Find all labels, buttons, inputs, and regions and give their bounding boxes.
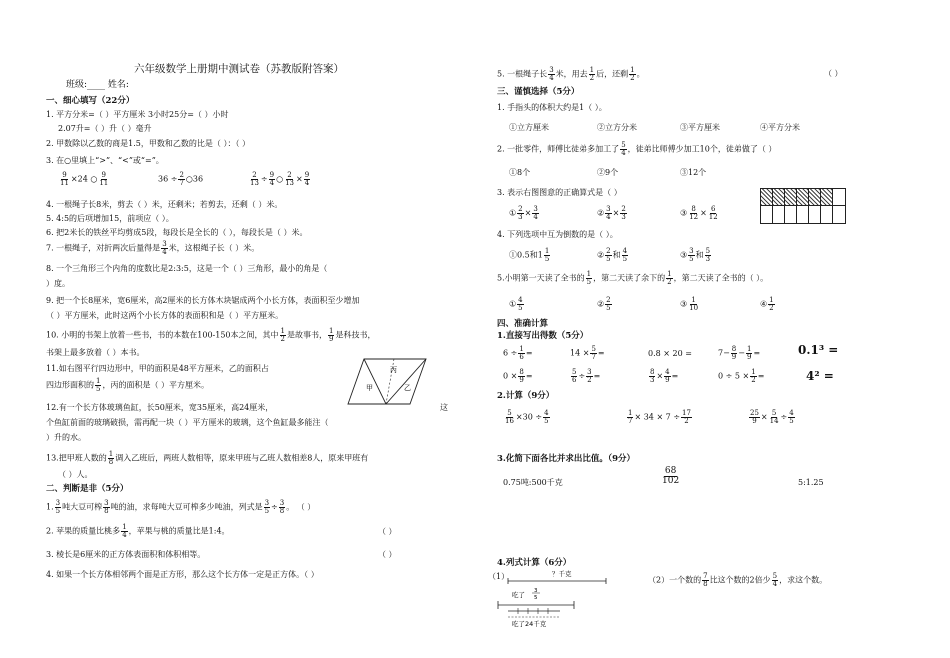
line-segment-diagram — [494, 567, 614, 629]
parallelogram-figure — [346, 356, 428, 408]
calc1-r2-2: $\frac{5}{6}$ ÷ $\frac{3}{2}$ = — [572, 368, 601, 384]
s1-q2: 2. 甲数除以乙数的商是1.5，甲数和乙数的比是（ ）：（ ） — [46, 139, 250, 148]
calc2-item-3: $\frac{25}{9}$ × $\frac{5}{14}$ ÷ $\frac{4}{5}$ — [750, 409, 794, 425]
s1-q10a: 10. 小明的书架上放着一些书，书的本数在100-150本之间，其中 $\frac{1}{2}$ 是故事书， $\frac{1}{9}$ 是科技书， — [46, 327, 376, 343]
fig-label-bing: 丙 — [390, 366, 397, 374]
section-1-heading: 一、细心填写（22分） — [46, 96, 135, 106]
s2-q4: 4. 如果一个长方体相邻两个面是正方形，那么这个长方体一定是正方体。（ ） — [46, 570, 319, 579]
s1-q12c: ）升的水。 — [46, 433, 86, 442]
svg-text:5: 5 — [534, 595, 538, 601]
s1-q8a: 8. 一个三角形三个内角的度数比是2:3:5，这是一个（ ）三角形，最小的角是（ — [46, 264, 328, 273]
s1-q3: 3. 在○里填上“>”、“<”或“=”。 — [46, 156, 164, 165]
s2-q2-bracket: （ ） — [378, 527, 397, 536]
s3-q3-opt3: ③ $\frac{8}{12}$ × $\frac{6}{12}$ — [680, 205, 718, 221]
s3-q3-opt2: ② $\frac{3}{4}$ × $\frac{2}{3}$ — [597, 205, 626, 221]
s1-q6: 6. 把2米长的铁丝平均剪成5段，每段长是全长的（ ），每段长是（ ）米。 — [46, 228, 308, 237]
s1-q13b: （ ）人。 — [58, 470, 93, 479]
s3-q2: 2. 一批零件，师傅比徒弟多加工了 $\frac{5}{4}$ ，徒弟比师傅少加工10个，徒弟做了（ ） — [497, 141, 777, 157]
fig-label-jia: 甲 — [366, 384, 373, 392]
s1-q11a: 11.如右图平行四边形中，甲的面积是48平方厘米，乙的面积占 — [46, 364, 269, 373]
calc1-r1-5: 0.1³ = — [798, 343, 839, 357]
s1-q11b: 四边形面积的 $\frac{1}{5}$ ，丙的面积是（ ）平方厘米。 — [46, 377, 210, 393]
calc1-r2-5: 4² = — [806, 369, 834, 383]
s1-q12a-end: 这 — [440, 403, 448, 412]
s2-q2: 2. 苹果的质量比桃多 $\frac{1}{4}$ ，苹果与桃的质量比是1:4。 — [46, 523, 230, 539]
calc4-q1-label: （1） — [488, 572, 510, 581]
calc2-item-1: $\frac{5}{16}$ ×30 ÷ $\frac{4}{5}$ — [505, 409, 549, 425]
s1-q12a: 12.有一个长方体玻璃鱼缸，长50厘米，宽35厘米，高24厘米， — [46, 403, 274, 412]
s1-q10b: 书架上最多放着（ ）本书。 — [46, 348, 145, 357]
s1-q8b: ）度。 — [46, 279, 70, 288]
calc3-item-2: 5:1.25 — [798, 478, 824, 487]
s3-q2-opt2: ②9个 — [597, 168, 619, 177]
s2-q5-bracket: （ ） — [824, 69, 843, 78]
s3-q5-opt2: ② $\frac{2}{5}$ — [597, 296, 611, 312]
s1-q1a: 1. 平方分米=（ ）平方厘米 3小时25分=（ ）小时 — [46, 110, 229, 119]
s1-q1b: 2.07升=（ ）升（ ）毫升 — [58, 124, 152, 133]
s3-q4-opt1: ①0.5和1 $\frac{1}{5}$ — [509, 247, 550, 263]
calc1-r2-1: 0 × $\frac{8}{9}$ = — [503, 368, 533, 384]
s1-q9a: 9. 把一个长8厘米，宽6厘米，高2厘米的长方体木块锯成两个小长方体，表面积至少增加 — [46, 296, 360, 305]
s3-q5-opt4: ④ $\frac{1}{2}$ — [760, 296, 774, 312]
s3-q1-opt2: ②立方分米 — [597, 123, 637, 132]
s2-q5: 5. 一根绳子长 $\frac{3}{4}$ 米，用去 $\frac{1}{2}$ 后，还剩 $\frac{1}{2}$ 。 — [497, 66, 645, 82]
calc1-heading: 1.直接写出得数（5分） — [497, 331, 589, 341]
calc2-item-2: $\frac{1}{7}$ × 34 × 7 ÷ $\frac{17}{2}$ — [628, 409, 691, 425]
svg-text:3: 3 — [534, 588, 538, 594]
diagram-label-total: ？千克 — [552, 570, 572, 578]
calc4-heading: 4.列式计算（6分） — [497, 558, 572, 568]
s2-q1: 1. $\frac{3}{5}$ 吨大豆可榨 $\frac{3}{8}$ 吨的油，求每吨大豆可榨多少吨油，列式是 $\frac{3}{5}$ ÷ $\frac{3}{8}$ 。 （ ） — [46, 499, 316, 515]
calc1-r2-4: 0 ÷ 5 × $\frac{1}{2}$ = — [718, 368, 765, 384]
s2-q3: 3. 棱长是6厘米的正方体表面积和体积相等。 — [46, 550, 206, 559]
s1-q5: 5. 4:5的后项增加15，前项应（ ）。 — [46, 214, 174, 223]
s3-q1: 1. 手指头的体积大约是1（ ）。 — [497, 103, 607, 112]
s1-q12b: 个鱼缸前面的玻璃破损，需再配一块（ ）平方厘米的玻璃，这个鱼缸最多能注（ — [46, 418, 329, 427]
s1-q3c: $\frac{2}{13}$ ÷ $\frac{9}{4}$ ○ $\frac{2}{13}$ × $\frac{9}{4}$ — [250, 171, 310, 187]
s3-q5-opt3: ③ $\frac{1}{10}$ — [680, 296, 699, 312]
s1-q13a: 13.把甲班人数的 $\frac{1}{8}$ 调入乙班后，两班人数相等，原来甲班与乙班人数相差8人，原来甲班有 — [46, 450, 369, 466]
page-title: 六年级数学上册期中测试卷（苏教版附答案） — [134, 63, 344, 75]
s3-q3-opt1: ① $\frac{2}{3}$ × $\frac{3}{4}$ — [509, 205, 538, 221]
diagram-label-eat: 吃了 — [512, 591, 525, 599]
s3-q4-opt2: ② $\frac{2}{5}$ 和 $\frac{4}{5}$ — [597, 247, 628, 263]
section-3-heading: 三、谨慎选择（5分） — [497, 87, 580, 97]
s3-q2-opt1: ①8个 — [509, 168, 531, 177]
calc1-r2-3: $\frac{8}{3}$ × $\frac{4}{9}$ = — [650, 368, 679, 384]
calc1-r1-4: 7− $\frac{8}{9}$ − $\frac{1}{9}$ = — [718, 345, 761, 361]
calc3-item-1: 0.75吨:500千克 — [503, 478, 563, 487]
calc4-q2: （2）一个数的 $\frac{7}{8}$ 比这个数的2倍少 $\frac{5}{4}$ ，求这个数。 — [648, 572, 828, 588]
s3-q1-opt1: ①立方厘米 — [509, 123, 549, 132]
section-2-heading: 二、判断是非（5分） — [46, 484, 129, 494]
s3-q5: 5.小明第一天读了全书的 $\frac{1}{5}$ ，第二天读了余下的 $\frac{1}{2}$ ，第二天读了全书的（ ）。 — [497, 270, 769, 286]
s3-q3: 3. 表示右图图意的正确算式是（ ） — [497, 188, 622, 197]
s1-q7: 7. 一根绳子，对折两次后量得是 $\frac{3}{4}$ 米，这根绳子长（ ）米。 — [46, 240, 260, 256]
s2-q3-bracket: （ ） — [378, 550, 397, 559]
section-4-heading: 四、准确计算 — [497, 319, 549, 329]
calc1-r1-2: 14 × $\frac{5}{7}$ = — [570, 345, 605, 361]
s3-q4-opt3: ③ $\frac{3}{5}$ 和 $\frac{5}{3}$ — [680, 247, 711, 263]
fig-label-yi: 乙 — [404, 384, 411, 392]
calc2-heading: 2.计算（9分） — [497, 391, 555, 401]
s1-q3b: 36 ÷ $\frac{2}{7}$ ○36 — [158, 171, 204, 187]
s3-q1-opt3: ③平方厘米 — [680, 123, 720, 132]
diagram-label-24: 吃了24千克 — [512, 620, 547, 628]
s1-q4: 4. 一根绳子长8米，剪去（ ）米，还剩米；若剪去，还剩（ ）米。 — [46, 200, 283, 209]
s3-q2-opt3: ③12个 — [680, 168, 707, 177]
calc1-r1-3: 0.8 × 20 = — [648, 349, 692, 358]
s3-q1-opt4: ④平方分米 — [760, 123, 800, 132]
class-name-line: 班级:____ 姓名: — [66, 80, 129, 90]
s1-q3a: $\frac{9}{11}$ ×24 ○ $\frac{9}{11}$ — [60, 171, 109, 187]
calc1-r1-1: 6 ÷ $\frac{1}{6}$ = — [503, 345, 533, 361]
s3-q5-opt1: ① $\frac{4}{5}$ — [509, 296, 523, 312]
calc3-fraction: $\frac{68}{102}$ — [662, 466, 680, 486]
s1-q9b: （ ）平方厘米，此时这两个小长方体的表面积和是（ ）平方厘米。 — [46, 311, 284, 320]
calc3-heading: 3.化简下面各比并求出比值。（9分） — [497, 454, 636, 464]
s3-q4: 4. 下列选项中互为倒数的是（ ）。 — [497, 230, 618, 239]
grid-figure — [760, 188, 846, 224]
